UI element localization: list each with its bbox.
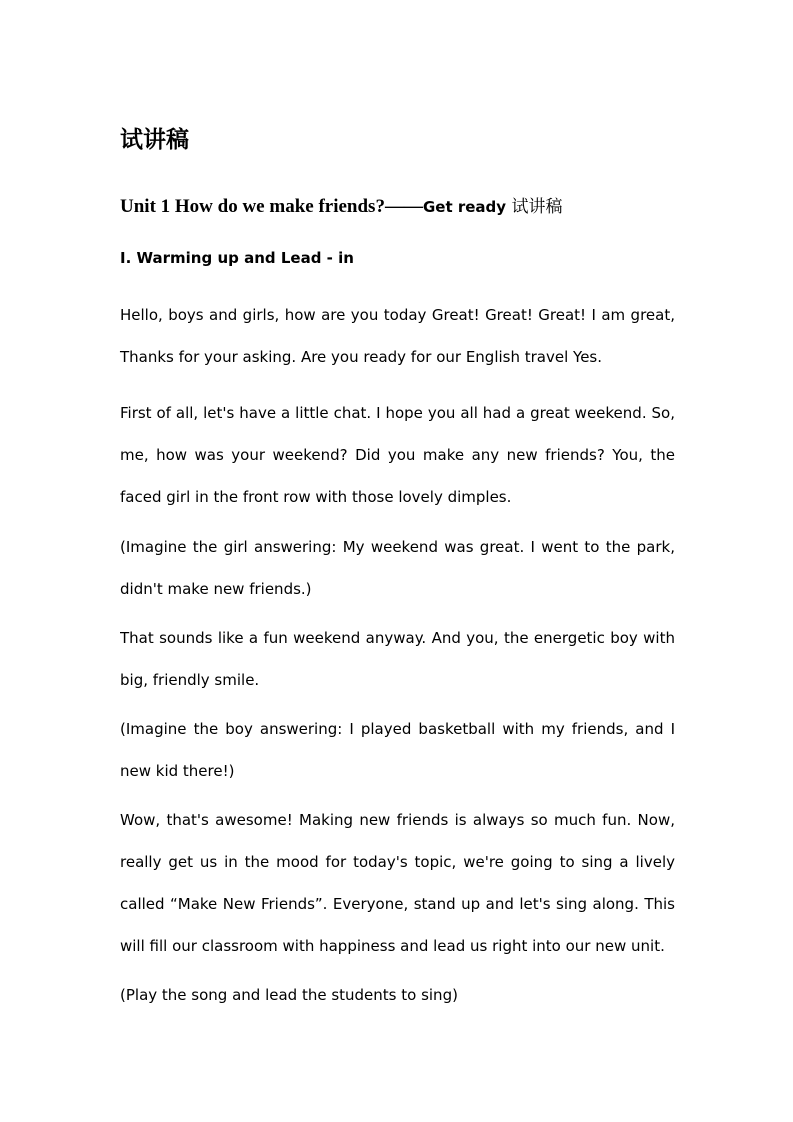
paragraph-play-song [120,974,675,1016]
paragraph-song [120,799,675,967]
paragraph-line: really get us in the mood for today's topic, we're going to sing a lively [120,853,675,871]
unit-heading-title: Unit 1 How do we make friends?—— [120,196,423,217]
paragraph-boy-answer [120,708,675,792]
paragraph-line: (Imagine the boy answering: I played basketball with my friends, and I [120,720,675,738]
paragraph-line: faced girl in the front row with those lovely dimples. [120,488,512,506]
paragraph-line: First of all, let's have a little chat. I hope you all had a great weekend. So, [120,404,675,422]
section-heading: I. Warming up and Lead - in [120,249,354,267]
paragraph-line: new kid there!) [120,762,235,780]
paragraph-line: didn't make new friends.) [120,580,312,598]
paragraph-line: (Imagine the girl answering: My weekend was great. I went to the park, [120,538,675,556]
paragraph-line: called “Make New Friends”. Everyone, stand up and let's sing along. This [120,895,675,913]
paragraph-chat [120,392,675,518]
paragraph-line: me, how was your weekend? Did you make any new friends? You, the [120,446,675,464]
unit-heading-subtitle: Get ready [422,198,507,216]
document-title: 试讲稿 [120,127,189,153]
paragraph-greeting [120,294,675,378]
paragraph-line: (Play the song and lead the students to sing) [120,986,458,1004]
unit-heading [120,194,562,220]
paragraph-line: big, friendly smile. [120,671,260,689]
paragraph-boy-prompt [120,617,675,701]
unit-heading-suffix: 试讲稿 [506,197,563,217]
paragraph-line: Hello, boys and girls, how are you today Great! Great! Great! I am great, [120,306,675,324]
paragraph-line: Wow, that's awesome! Making new friends is always so much fun. Now, [120,811,675,829]
paragraph-line: That sounds like a fun weekend anyway. And you, the energetic boy with [120,629,675,647]
paragraph-girl-answer [120,526,675,610]
paragraph-line: Thanks for your asking. Are you ready for our English travel Yes. [120,348,603,366]
paragraph-line: will fill our classroom with happiness and lead us right into our new unit. [120,937,665,955]
